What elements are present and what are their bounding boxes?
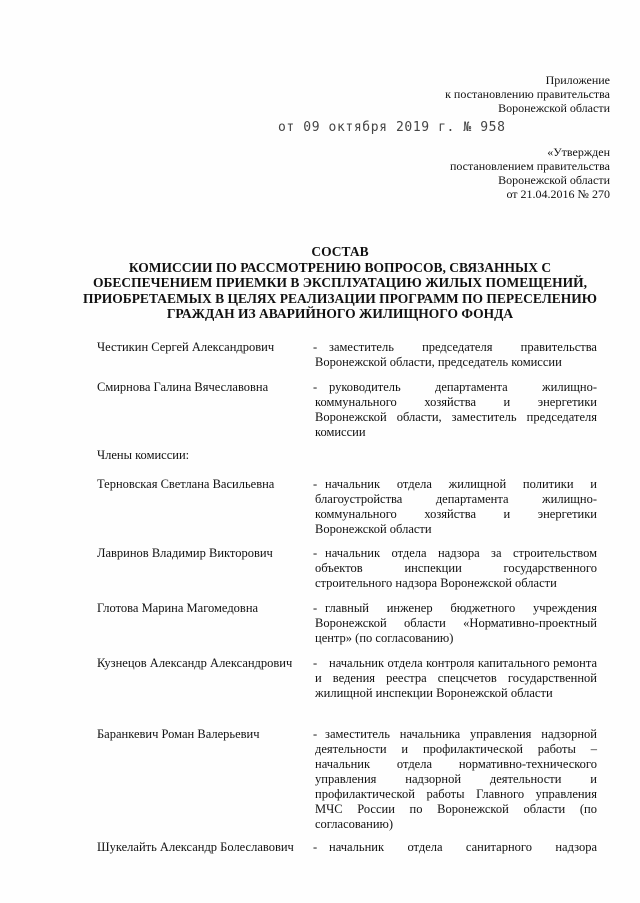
member-name: Глотова Марина Магомедовна bbox=[97, 601, 259, 615]
member-name: Кузнецов Александр Александрович bbox=[97, 656, 293, 670]
member-position: начальник отдела надзора за строительством объектов инспекции государственного строительного надзора Воронежской области bbox=[315, 546, 597, 590]
member-name: Лавринов Владимир Викторович bbox=[97, 546, 273, 560]
approved-region: Воронежской области bbox=[498, 173, 610, 187]
member-dash: - bbox=[313, 840, 318, 854]
appendix-label: Приложение bbox=[545, 73, 610, 87]
title-line-4: ПРИОБРЕТАЕМЫХ В ЦЕЛЯХ РЕАЛИЗАЦИИ ПРОГРАММ ПО ПЕРЕСЕЛЕНИЮ bbox=[83, 290, 597, 306]
document-title bbox=[80, 244, 600, 322]
member-name: Честикин Сергей Александрович bbox=[97, 340, 275, 354]
member-position: начальник отдела жилищной политики и благоустройства департамента жилищно-коммунального хозяйства и энергетики Воронежской области bbox=[315, 477, 597, 536]
title-line-5: ГРАЖДАН ИЗ АВАРИЙНОГО ЖИЛИЩНОГО ФОНДА bbox=[166, 306, 514, 321]
member-position: заместитель начальника управления надзорной деятельности и профилактической работы – начальник отдела нормативно-технического управления надзорной деятельности и профилактической работы Главного управления МЧС России по Воронежской области (по согласованию) bbox=[315, 727, 597, 831]
appendix-region: Воронежской области bbox=[498, 101, 610, 115]
member-name: Смирнова Галина Вячеславовна bbox=[97, 380, 269, 394]
members-heading: Члены комиссии: bbox=[97, 448, 190, 462]
member-position: заместитель председателя правительства Воронежской области, председатель комиссии bbox=[315, 340, 597, 369]
appendix-ref: к постановлению правительства bbox=[445, 87, 610, 101]
member-dash: - bbox=[313, 340, 318, 354]
member-name: Баранкевич Роман Валерьевич bbox=[97, 727, 260, 741]
member-dash: - bbox=[313, 477, 318, 491]
member-position: начальник отдела санитарного надзора bbox=[329, 840, 597, 854]
member-dash: - bbox=[313, 601, 318, 615]
member-position: руководитель департамента жилищно-коммунального хозяйства и энергетики Воронежской области, заместитель председателя комиссии bbox=[315, 380, 597, 439]
approved-date: от 21.04.2016 № 270 bbox=[506, 187, 610, 201]
member-name: Шукелайть Александр Болеславович bbox=[97, 840, 294, 854]
title-line-3: ОБЕСПЕЧЕНИЕМ ПРИЕМКИ В ЭКСПЛУАТАЦИЮ ЖИЛЫХ ПОМЕЩЕНИЙ, bbox=[93, 275, 587, 290]
date-stamp: от 09 октября 2019 г. № 958 bbox=[278, 120, 506, 135]
member-dash: - bbox=[313, 380, 318, 394]
member-dash: - bbox=[313, 727, 318, 741]
member-position: начальник отдела контроля капитального ремонта и ведения реестра спецсчетов государственной жилищной инспекции Воронежской области bbox=[315, 656, 597, 700]
member-dash: - bbox=[313, 546, 318, 560]
member-position: главный инженер бюджетного учреждения Воронежской области «Нормативно-проектный центр» (по согласованию) bbox=[315, 601, 597, 645]
member-dash: - bbox=[313, 656, 318, 670]
approved-label: «Утвержден bbox=[547, 145, 610, 159]
title-line-1: СОСТАВ bbox=[311, 244, 369, 259]
title-line-2: КОМИССИИ ПО РАССМОТРЕНИЮ ВОПРОСОВ, СВЯЗАННЫХ С bbox=[128, 259, 552, 275]
member-name: Терновская Светлана Васильевна bbox=[97, 477, 275, 491]
approved-by: постановлением правительства bbox=[449, 159, 610, 173]
